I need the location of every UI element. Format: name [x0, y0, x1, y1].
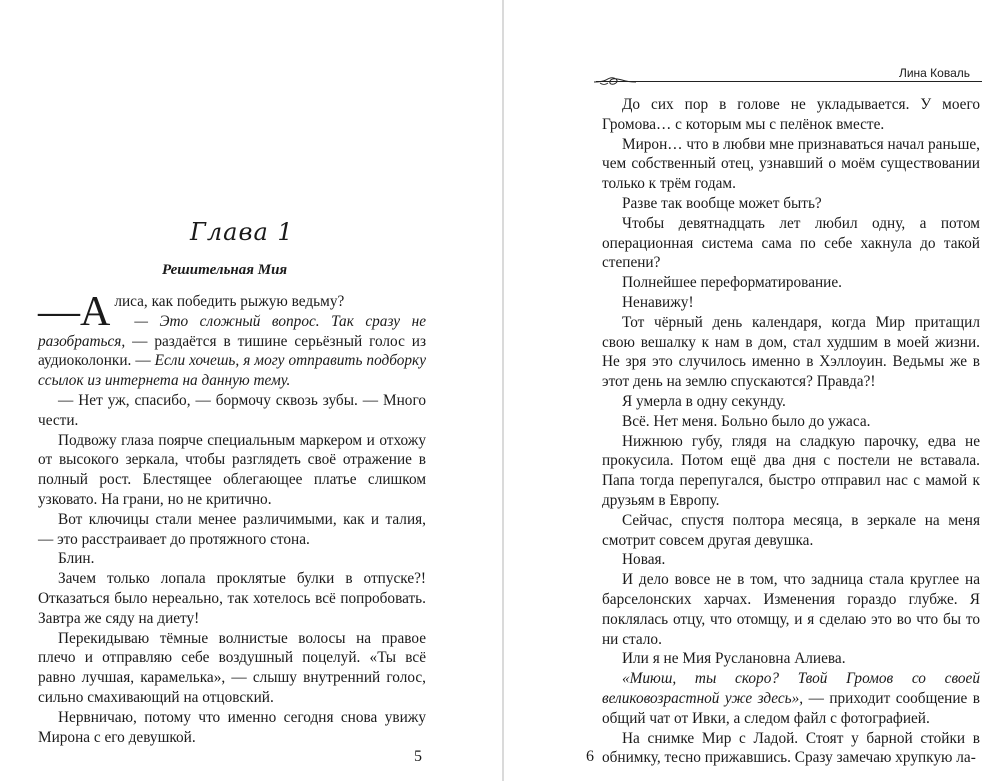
text-run: — приходит сообщение в общий чат от Ивки, а следом файл с фотографией.	[602, 689, 980, 727]
text-run: Нервничаю, потому что именно сегодня снова увижу Мирона с его девушкой.	[38, 708, 426, 746]
text-run: Или я не Мия Руслановна Алиева.	[622, 650, 846, 668]
paragraph	[602, 550, 980, 570]
paragraph	[602, 669, 980, 728]
paragraph	[38, 431, 426, 510]
paragraph	[602, 412, 980, 432]
paragraph	[602, 135, 980, 194]
italic-run: — Это сложный вопрос. Так сразу не разобраться,	[38, 312, 426, 350]
paragraph	[38, 510, 426, 550]
text-run: Разве так вообще может быть?	[622, 194, 822, 212]
text-run: И дело вовсе не в том, что задница стала круглее на барселонских харчах. Изменения гораздо глубже. Я поклялась отцу, что отомщу, и я сделаю это во что бы то ни стало.	[602, 571, 980, 648]
right-paragraphs	[602, 95, 980, 768]
running-head	[592, 66, 982, 86]
paragraph	[602, 214, 980, 273]
paragraph	[38, 549, 426, 569]
text-run: Полнейшее переформатирование.	[622, 274, 842, 292]
author-name: Лина Коваль	[898, 66, 970, 80]
left-paragraphs	[38, 289, 427, 747]
text-run: До сих пор в голове не укладывается. У моего Громова… с которым мы с пелёнок вместе.	[602, 96, 980, 133]
text-run: Мирон… что в любви мне признаваться начал раньше, чем собственный отец, узнавший о моём существовании только к трём годам.	[602, 135, 980, 193]
paragraph	[38, 629, 426, 708]
right-page-text	[602, 95, 980, 768]
paragraph	[38, 708, 426, 748]
paragraph	[602, 649, 980, 669]
paragraph	[602, 729, 980, 769]
paragraph	[38, 391, 426, 431]
page-number-left: 5	[414, 748, 422, 765]
text-run: Нижнюю губу, глядя на сладкую парочку, едва не прокусила. Потом ещё два дня с постели не вставала. Папа тогда перепугался, быстро отправил нас с мамой к друзьям в Европу.	[602, 432, 980, 509]
page-number-right: 6	[586, 748, 594, 765]
text-run: Всё. Нет меня. Больно было до ужаса.	[622, 412, 871, 430]
paragraph	[602, 273, 980, 293]
drop-cap: —А	[38, 289, 111, 335]
text-run: Зачем только лопала проклятые булки в отпуске?! Отказаться было нереально, так хотелось всё попробовать. Завтра же сяду на диету!	[38, 570, 426, 627]
text-run: Чтобы девятнадцать лет любил одну, а потом операционная система сама по себе хакнула до такой степени?	[602, 214, 980, 272]
chapter-subtitle: Решительная Мия	[162, 262, 288, 278]
text-run: Подвожу глаза поярче специальным маркером и отхожу от высокого зеркала, чтобы разглядеть своё отражение в полный рост. Блестящее облегающее платье слишком узковато. На грани, но не критично.	[38, 431, 426, 508]
text-run: Ненавижу!	[622, 293, 694, 311]
italic-run: «Миюш, ты скоро? Твой Громов со своей великовозрастной уже здесь»,	[602, 670, 980, 707]
paragraph	[602, 313, 980, 392]
book-spine	[502, 0, 504, 781]
left-page-text	[38, 289, 427, 747]
chapter-title: Глава 1	[190, 218, 294, 246]
text-run: — раздаётся в тишине серьёзный голос из аудиоколонки. —	[38, 332, 427, 370]
paragraph	[602, 293, 980, 313]
paragraph	[602, 570, 980, 649]
text-run: — Нет уж, спасибо, — бормочу сквозь зубы. — Много чести.	[38, 391, 426, 429]
text-run: Блин.	[58, 550, 95, 568]
text-run: Тот чёрный день календаря, когда Мир притащил свою вешалку к нам в дом, стал худшим в моей жизни. Не зря это случилось именно в Хэллоуин. Ведьмы же в этот день на землю спускаются? Правда?!	[602, 313, 980, 391]
text-run: Новая.	[622, 551, 666, 569]
paragraph	[602, 511, 980, 551]
text-run: Вот ключицы стали менее различимыми, как и талия, — это расстраивает до протяжного стона.	[38, 510, 426, 548]
right-page	[506, 0, 1000, 781]
paragraph	[602, 432, 980, 511]
paragraph	[38, 569, 426, 628]
text-run: Сейчас, спустя полтора месяца, в зеркале на меня смотрит совсем другая девушка.	[602, 511, 980, 549]
header-rule	[596, 81, 982, 82]
paragraph	[602, 194, 980, 214]
paragraph	[602, 392, 980, 412]
text-run: На снимке Мир с Ладой. Стоят у барной стойки в обнимку, тесно прижавшись. Сразу замечаю хрупкую ла-	[602, 729, 980, 767]
paragraph	[602, 95, 980, 135]
text-run: Перекидываю тёмные волнистые волосы на правое плечо и отправляю себе воздушный поцелуй. «Ты всё равно лучшая, карамелька», — слышу внутренний голос, сильно смахивающий на отцовский.	[38, 629, 426, 706]
text-run: лиса, как победить рыжую ведьму?	[114, 293, 345, 310]
italic-run: Если хочешь, я могу отправить подборку ссылок из интернета на данную тему.	[38, 352, 426, 390]
text-run: Я умерла в одну секунду.	[622, 392, 786, 410]
